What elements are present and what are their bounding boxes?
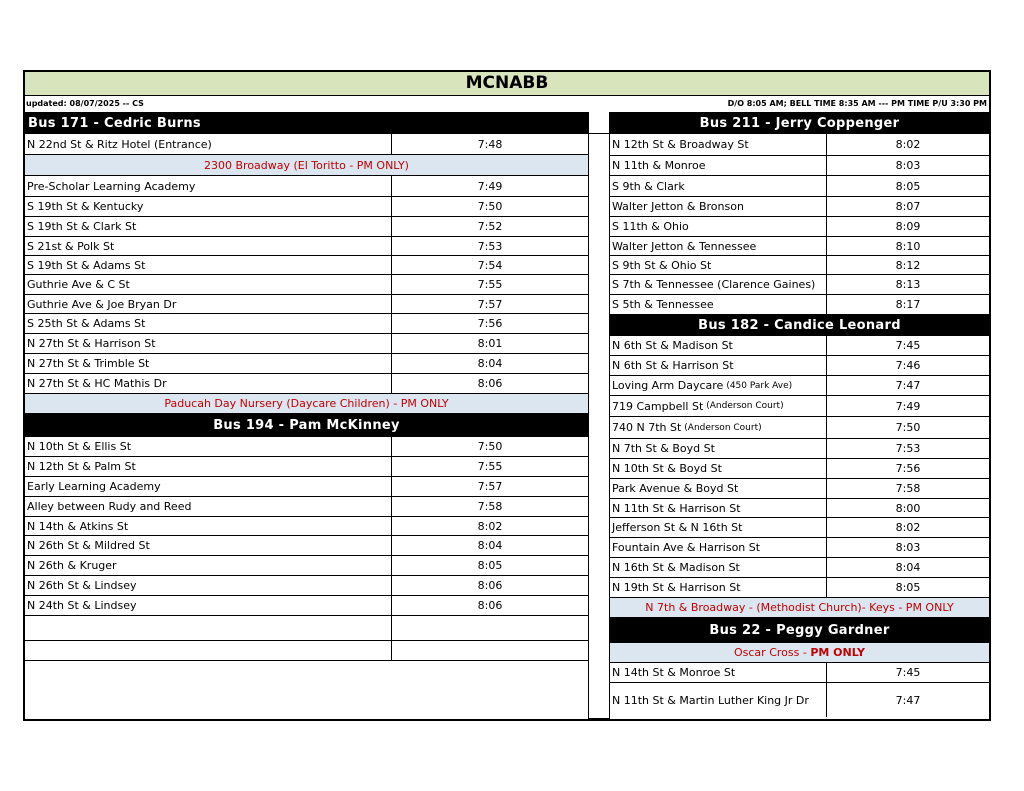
stop-name bbox=[610, 538, 827, 557]
stop-name bbox=[610, 558, 827, 577]
stop-label: S 25th St & Adams St bbox=[27, 317, 146, 330]
empty-cell bbox=[25, 616, 392, 640]
bus-22-note-text: Oscar Cross - bbox=[734, 646, 807, 659]
stop-label: N 6th St & Madison St bbox=[612, 339, 733, 352]
stop-name bbox=[25, 275, 392, 294]
stop-name bbox=[25, 374, 392, 393]
stop-time: 8:13 bbox=[895, 278, 921, 291]
stop-label: N 27th St & Trimble St bbox=[27, 357, 150, 370]
stop-label: Walter Jetton & Bronson bbox=[612, 200, 744, 213]
page-title: MCNABB bbox=[25, 72, 989, 96]
stop-time: 7:57 bbox=[477, 480, 503, 493]
stop-time: 7:52 bbox=[477, 220, 503, 233]
stop-label: N 10th St & Boyd St bbox=[612, 462, 722, 475]
stop-name bbox=[610, 479, 827, 498]
table-row bbox=[610, 336, 989, 356]
table-row bbox=[610, 417, 989, 439]
table-row bbox=[25, 374, 588, 394]
table-row bbox=[25, 477, 588, 497]
table-row bbox=[610, 663, 989, 683]
bus-182-header: Bus 182 - Candice Leonard bbox=[610, 315, 989, 336]
gap-cell bbox=[589, 134, 609, 697]
stop-name bbox=[610, 356, 827, 375]
table-row bbox=[25, 176, 588, 197]
stop-label: S 5th & Tennessee bbox=[612, 298, 714, 311]
stop-time: 8:06 bbox=[477, 579, 503, 592]
empty-cell bbox=[25, 641, 392, 660]
stop-name bbox=[25, 134, 392, 154]
stop-label: S 11th & Ohio bbox=[612, 220, 689, 233]
stop-label: Fountain Ave & Harrison St bbox=[612, 541, 761, 554]
stop-time: 7:50 bbox=[895, 421, 921, 434]
stop-label: N 14th St & Monroe St bbox=[612, 666, 736, 679]
stop-label: S 7th & Tennessee (Clarence Gaines) bbox=[612, 278, 816, 291]
table-row bbox=[610, 479, 989, 499]
table-row bbox=[25, 536, 588, 556]
stop-time: 8:01 bbox=[477, 337, 503, 350]
gap-cell bbox=[589, 112, 609, 134]
stop-label: Pre-Scholar Learning Academy bbox=[27, 179, 196, 193]
stop-name bbox=[610, 683, 827, 717]
stop-label: Alley between Rudy and Reed bbox=[27, 500, 192, 513]
stop-name bbox=[25, 596, 392, 615]
stop-time: 8:09 bbox=[895, 220, 921, 233]
stop-name bbox=[25, 176, 392, 196]
stop-name bbox=[610, 459, 827, 478]
stop-time: 8:03 bbox=[895, 541, 921, 554]
bus-194-header: Bus 194 - Pam McKinney bbox=[25, 414, 588, 437]
table-row bbox=[610, 295, 989, 315]
stop-label: N 12th St & Palm St bbox=[27, 460, 136, 473]
stop-label: N 12th St & Broadway St bbox=[612, 138, 749, 151]
stop-label: N 11th St & Martin Luther King Jr Dr bbox=[612, 693, 809, 707]
stop-time: 8:04 bbox=[895, 561, 921, 574]
stop-name bbox=[610, 295, 827, 314]
stop-time: 7:47 bbox=[895, 693, 921, 707]
stop-name bbox=[610, 396, 827, 416]
table-row bbox=[610, 356, 989, 376]
stop-time: 8:05 bbox=[895, 581, 921, 594]
table-row bbox=[610, 396, 989, 417]
stop-name bbox=[25, 256, 392, 274]
table-row bbox=[610, 439, 989, 459]
stop-time: 8:05 bbox=[477, 559, 503, 572]
stop-name bbox=[25, 314, 392, 333]
stop-time: 7:53 bbox=[477, 239, 503, 253]
stop-detail: (450 Park Ave) bbox=[726, 380, 793, 391]
stop-label: N 19th St & Harrison St bbox=[612, 581, 741, 594]
table-row bbox=[25, 134, 588, 155]
stop-name bbox=[25, 334, 392, 353]
stop-time: 8:04 bbox=[477, 539, 503, 552]
table-row bbox=[25, 275, 588, 295]
table-row bbox=[25, 314, 588, 334]
gap-cell bbox=[589, 697, 609, 719]
stop-time: 8:12 bbox=[895, 258, 921, 272]
stop-label: N 22nd St & Ritz Hotel (Entrance) bbox=[27, 137, 212, 151]
bus-22-note-bold: PM ONLY bbox=[810, 646, 865, 659]
stop-time: 7:57 bbox=[477, 297, 503, 311]
stop-time: 7:54 bbox=[477, 258, 503, 272]
empty-cell bbox=[392, 641, 588, 660]
stop-label: Guthrie Ave & C St bbox=[27, 278, 130, 291]
stop-label: N 16th St & Madison St bbox=[612, 561, 740, 574]
stop-time: 7:55 bbox=[477, 278, 503, 291]
stop-label: Walter Jetton & Tennessee bbox=[612, 239, 757, 253]
stop-name bbox=[25, 237, 392, 255]
stop-label: 719 Campbell St bbox=[612, 399, 704, 413]
stop-name bbox=[610, 499, 827, 517]
empty-row bbox=[25, 616, 588, 641]
table-row bbox=[25, 334, 588, 354]
table-row bbox=[25, 596, 588, 616]
empty-cell bbox=[392, 616, 588, 640]
table-row bbox=[610, 499, 989, 518]
stop-name bbox=[610, 578, 827, 597]
table-row bbox=[25, 217, 588, 237]
stop-time: 8:06 bbox=[477, 377, 503, 390]
table-row bbox=[25, 295, 588, 314]
times-label: D/O 8:05 AM; BELL TIME 8:35 AM --- PM TIME P/U 3:30 PM bbox=[727, 99, 987, 108]
stop-time: 8:03 bbox=[895, 159, 921, 172]
stop-label: Loving Arm Daycare bbox=[612, 379, 724, 392]
table-row bbox=[25, 517, 588, 536]
stop-name bbox=[25, 536, 392, 555]
stop-name bbox=[610, 176, 827, 196]
stop-time: 8:00 bbox=[895, 501, 921, 515]
stop-time: 8:07 bbox=[895, 200, 921, 213]
table-row bbox=[25, 256, 588, 275]
stop-name bbox=[610, 197, 827, 216]
stop-name bbox=[25, 576, 392, 595]
table-row bbox=[610, 217, 989, 237]
stop-label: N 11th & Monroe bbox=[612, 159, 706, 172]
stop-label: N 11th St & Harrison St bbox=[612, 501, 741, 515]
empty-row bbox=[25, 661, 588, 696]
stop-label: S 9th St & Ohio St bbox=[612, 258, 712, 272]
stop-label: N 26th & Kruger bbox=[27, 559, 117, 572]
table-row bbox=[610, 197, 989, 217]
stop-label: N 27th St & HC Mathis Dr bbox=[27, 377, 167, 390]
stop-time: 7:49 bbox=[895, 399, 921, 413]
stop-name bbox=[610, 518, 827, 537]
stop-name bbox=[25, 354, 392, 373]
stop-time: 8:17 bbox=[895, 298, 921, 311]
bus-22-note bbox=[610, 643, 989, 663]
table-row bbox=[610, 275, 989, 295]
table-row bbox=[25, 556, 588, 576]
stop-name bbox=[25, 295, 392, 313]
column-gap bbox=[588, 112, 610, 719]
updated-label: updated: 08/07/2025 -- CS bbox=[26, 99, 144, 108]
table-row bbox=[25, 354, 588, 374]
stop-time: 7:48 bbox=[477, 137, 503, 151]
stop-name bbox=[25, 197, 392, 216]
table-row bbox=[610, 518, 989, 538]
stop-time: 7:50 bbox=[477, 440, 503, 453]
stop-label: Guthrie Ave & Joe Bryan Dr bbox=[27, 297, 177, 311]
table-row bbox=[610, 683, 989, 717]
stop-time: 7:47 bbox=[895, 379, 921, 392]
stop-name bbox=[25, 556, 392, 575]
stop-label: 740 N 7th St bbox=[612, 421, 682, 434]
stop-label: N 27th St & Harrison St bbox=[27, 337, 156, 350]
stop-name bbox=[610, 156, 827, 175]
table-row bbox=[610, 578, 989, 598]
stop-label: N 14th & Atkins St bbox=[27, 519, 129, 533]
bus-171-note-2: Paducah Day Nursery (Daycare Children) - PM ONLY bbox=[25, 394, 588, 414]
stop-label: S 19th St & Kentucky bbox=[27, 200, 144, 213]
stop-label: N 7th St & Boyd St bbox=[612, 442, 715, 455]
stop-name bbox=[610, 336, 827, 355]
stop-label: N 24th St & Lindsey bbox=[27, 599, 137, 612]
empty-cell bbox=[25, 661, 588, 696]
stop-label: Jefferson St & N 16th St bbox=[612, 521, 743, 534]
empty-row bbox=[25, 641, 588, 661]
stop-name bbox=[25, 457, 392, 476]
bus-182-note: N 7th & Broadway - (Methodist Church)- Keys - PM ONLY bbox=[610, 598, 989, 618]
stop-detail: (Anderson Court) bbox=[684, 422, 762, 433]
table-row bbox=[610, 237, 989, 256]
stop-label: Park Avenue & Boyd St bbox=[612, 482, 739, 495]
stop-name bbox=[25, 517, 392, 535]
stop-time: 7:53 bbox=[895, 442, 921, 455]
stop-name bbox=[610, 275, 827, 294]
stop-time: 7:45 bbox=[895, 666, 921, 679]
table-row bbox=[610, 134, 989, 156]
table-row bbox=[610, 256, 989, 275]
stop-label: N 26th St & Lindsey bbox=[27, 579, 137, 592]
stop-time: 8:05 bbox=[895, 179, 921, 193]
stop-name bbox=[610, 376, 827, 395]
stop-time: 8:02 bbox=[895, 138, 921, 151]
table-row bbox=[25, 576, 588, 596]
table-row bbox=[610, 176, 989, 197]
stop-name bbox=[610, 417, 827, 438]
bus-22-header: Bus 22 - Peggy Gardner bbox=[610, 618, 989, 643]
stop-label: N 6th St & Harrison St bbox=[612, 359, 734, 372]
table-row bbox=[610, 459, 989, 479]
stop-time: 7:58 bbox=[895, 482, 921, 495]
schedule-sheet bbox=[23, 70, 991, 721]
stop-time: 7:56 bbox=[895, 462, 921, 475]
stop-name bbox=[610, 217, 827, 236]
bus-211-header: Bus 211 - Jerry Coppenger bbox=[610, 112, 989, 134]
table-row bbox=[25, 497, 588, 517]
stop-label: Early Learning Academy bbox=[27, 480, 161, 493]
stop-name bbox=[610, 439, 827, 458]
bus-171-header: Bus 171 - Cedric Burns bbox=[25, 112, 588, 134]
stop-label: S 9th & Clark bbox=[612, 179, 685, 193]
stop-name bbox=[610, 256, 827, 274]
stop-time: 7:49 bbox=[477, 179, 503, 193]
table-row bbox=[610, 156, 989, 176]
table-row bbox=[610, 376, 989, 396]
table-row bbox=[25, 457, 588, 477]
table-row bbox=[610, 558, 989, 578]
table-row bbox=[25, 197, 588, 217]
stop-time: 7:56 bbox=[477, 317, 503, 330]
stop-name bbox=[25, 437, 392, 456]
stop-name bbox=[25, 497, 392, 516]
stop-time: 8:04 bbox=[477, 357, 503, 370]
stop-time: 7:50 bbox=[477, 200, 503, 213]
stop-label: N 10th St & Ellis St bbox=[27, 440, 132, 453]
table-row bbox=[25, 437, 588, 457]
stop-time: 8:02 bbox=[477, 519, 503, 533]
stop-label: S 19th St & Adams St bbox=[27, 258, 146, 272]
stop-time: 8:02 bbox=[895, 521, 921, 534]
stop-label: S 21st & Polk St bbox=[27, 239, 115, 253]
stop-time: 8:06 bbox=[477, 599, 503, 612]
stop-name bbox=[25, 217, 392, 236]
stop-name bbox=[610, 237, 827, 255]
stop-time: 8:10 bbox=[895, 239, 921, 253]
stop-name bbox=[610, 134, 827, 155]
stop-label: S 19th St & Clark St bbox=[27, 220, 137, 233]
bus-171-note: 2300 Broadway (El Toritto - PM ONLY) bbox=[25, 155, 588, 176]
stop-time: 7:55 bbox=[477, 460, 503, 473]
stop-detail: (Anderson Court) bbox=[706, 401, 784, 411]
stop-name bbox=[25, 477, 392, 496]
table-row bbox=[25, 237, 588, 256]
stop-time: 7:45 bbox=[895, 339, 921, 352]
stop-time: 7:58 bbox=[477, 500, 503, 513]
table-row bbox=[610, 538, 989, 558]
stop-name bbox=[610, 663, 827, 682]
stop-time: 7:46 bbox=[895, 359, 921, 372]
stop-label: N 26th St & Mildred St bbox=[27, 539, 150, 552]
